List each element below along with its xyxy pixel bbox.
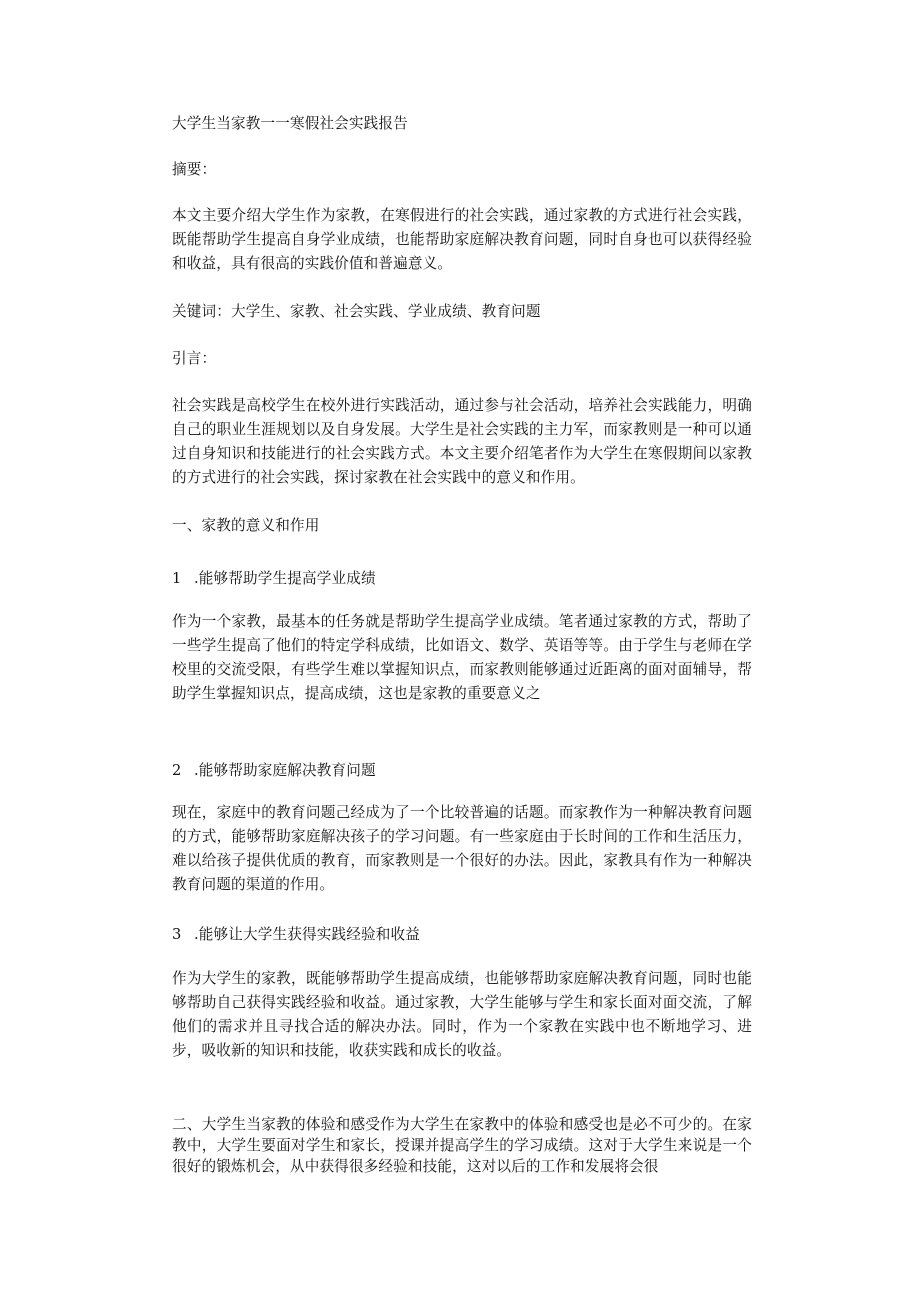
subsection2-paragraph: 现在，家庭中的教育问题己经成为了一个比较普遍的话题。而家教作为一种解决教育问题的方式，能够帮助家庭解决孩子的学习问题。有一些家庭由于长时间的工作和生活压力，难以给孩子提供优质的教育，而家教则是一个很好的办法。因此，家教具有作为一种解决教育问题的渠道的作用。 xyxy=(172,804,752,893)
subsection3-paragraph: 作为大学生的家教，既能够帮助学生提高成绩，也能够帮助家庭解决教育问题，同时也能够帮助自己获得实践经验和收益。通过家教，大学生能够与学生和家长面对面交流，了解他们的需求并且寻找合适的解决办法。同时，作为一个家教在实践中也不断地学习、进步，吸收新的知识和技能，收获实践和成长的收益。 xyxy=(172,970,752,1059)
abstract-heading: 摘要： xyxy=(172,161,217,178)
section2-paragraph: 二、大学生当家教的体验和感受作为大学生在家教中的体验和感受也是必不可少的。在家教中，大学生要面对学生和家长，授课并提高学生的学习成绩。这对于大学生来说是一个很好的锻炼机会，从中获得很多经验和技能，这对以后的工作和发展将会很 xyxy=(172,1116,752,1175)
subsection3-heading xyxy=(172,923,752,947)
abstract-paragraph: 本文主要介绍大学生作为家教，在寒假进行的社会实践，通过家教的方式进行社会实践，既能帮助学生提高自身学业成绩，也能帮助家庭解决教育问题，同时自身也可以获得经验和收益，具有很高的实践价值和普遍意义。 xyxy=(172,207,752,272)
subsection1-paragraph: 作为一个家教，最基本的任务就是帮助学生提高学业成绩。笔者通过家教的方式，帮助了一些学生提高了他们的特定学科成绩，比如语文、数学、英语等等。由于学生与老师在学校里的交流受限，有些学生难以掌握知识点，而家教则能够通过近距离的面对面辅导，帮助学生掌握知识点，提高成绩，这也是家教的重要意义之 xyxy=(172,613,752,702)
document-title: 大学生当家教一一寒假社会实践报告 xyxy=(172,115,408,132)
subsection1-title: .能够帮助学生提高学业成绩 xyxy=(194,570,376,587)
subsection2-title: .能够帮助家庭解决教育问题 xyxy=(194,762,376,779)
subsection2-heading xyxy=(172,759,752,783)
subsection3-title: .能够让大学生获得实践经验和收益 xyxy=(194,926,420,943)
subsection1-heading xyxy=(172,567,752,591)
intro-paragraph: 社会实践是高校学生在校外进行实践活动，通过参与社会活动，培养社会实践能力，明确自己的职业生涯规划以及自身发展。大学生是社会实践的主力军，而家教则是一种可以通过自身知识和技能进行的社会实践方式。本文主要介绍笔者作为大学生在寒假期间以家教的方式进行的社会实践，探讨家教在社会实践中的意义和作用。 xyxy=(172,397,752,486)
subsection1-number: 1 xyxy=(172,570,182,587)
subsection2-number: 2 xyxy=(172,762,182,779)
subsection3-number: 3 xyxy=(172,926,182,943)
section1-heading: 一、家教的意义和作用 xyxy=(172,517,320,534)
keywords-line: 关键词：大学生、家教、社会实践、学业成绩、教育问题 xyxy=(172,303,541,320)
intro-heading: 引言： xyxy=(172,350,217,367)
